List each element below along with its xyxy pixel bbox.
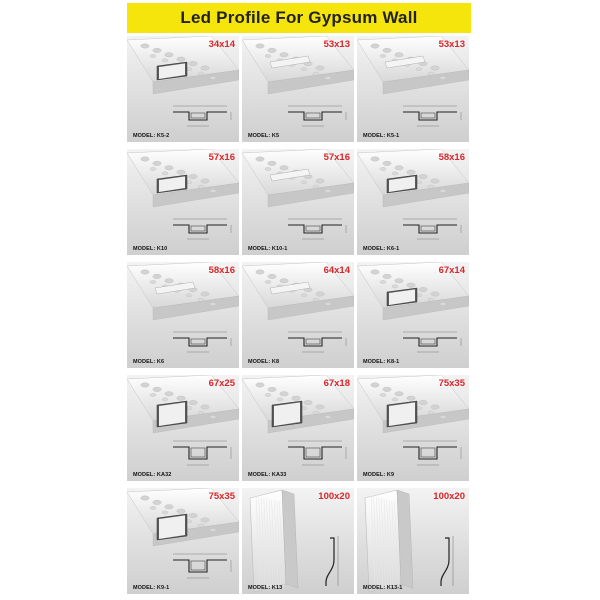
product-size: 75x35 — [208, 491, 235, 502]
perforation-hole — [277, 398, 283, 401]
product-card[interactable] — [242, 375, 354, 481]
perforation-hole — [440, 76, 446, 79]
product-size: 53x13 — [323, 39, 350, 50]
perforation-hole — [177, 509, 185, 513]
perforation-hole — [141, 270, 149, 274]
channel-diffuser — [159, 402, 185, 426]
perforation-hole — [395, 279, 403, 283]
perforation-hole — [256, 270, 264, 274]
perforation-hole — [416, 68, 422, 71]
channel-diffuser — [159, 515, 185, 539]
perforation-hole — [380, 167, 386, 170]
cross-section-inner — [306, 448, 320, 457]
product-model: MODEL: K9-1 — [133, 585, 170, 591]
product-model: MODEL: K5-1 — [363, 133, 400, 139]
product-size: 75x35 — [438, 378, 465, 389]
perforation-hole — [395, 392, 403, 396]
perforation-hole — [280, 392, 288, 396]
perforation-hole — [198, 524, 204, 527]
perforation-hole — [325, 76, 331, 79]
perforation-hole — [280, 53, 288, 57]
extrusion-face — [250, 490, 286, 592]
perforation-hole — [265, 280, 271, 283]
perforation-hole — [428, 298, 434, 301]
perforation-hole — [392, 398, 398, 401]
cross-section-inner — [191, 561, 205, 570]
title-banner — [127, 3, 471, 33]
profile-illustration — [357, 375, 469, 481]
perforation-hole — [380, 393, 386, 396]
product-size: 57x16 — [323, 152, 350, 163]
product-model: MODEL: K10-1 — [248, 246, 288, 252]
cross-section-inner — [191, 339, 205, 344]
perforation-hole — [395, 166, 403, 170]
perforation-hole — [256, 383, 264, 387]
perforation-hole — [407, 396, 415, 400]
perforation-hole — [371, 157, 379, 161]
perforation-hole — [428, 185, 434, 188]
perforation-hole — [150, 280, 156, 283]
perforation-hole — [419, 287, 427, 291]
product-card[interactable] — [127, 36, 239, 142]
perforation-hole — [431, 179, 439, 183]
product-model: MODEL: K13-1 — [363, 585, 403, 591]
perforation-hole — [316, 292, 324, 296]
perforation-hole — [440, 302, 446, 305]
product-size: 67x18 — [323, 378, 350, 389]
perforation-hole — [177, 396, 185, 400]
perforation-hole — [189, 513, 197, 517]
perforation-hole — [189, 400, 197, 404]
perforation-hole — [141, 44, 149, 48]
perforation-hole — [325, 189, 331, 192]
product-size: 53x13 — [438, 39, 465, 50]
perforation-hole — [280, 166, 288, 170]
profile-illustration — [242, 149, 354, 255]
perforation-hole — [165, 392, 173, 396]
perforation-hole — [431, 66, 439, 70]
profile-illustration — [242, 375, 354, 481]
product-size: 58x16 — [208, 265, 235, 276]
product-card[interactable] — [242, 36, 354, 142]
perforation-hole — [313, 72, 319, 75]
perforation-hole — [198, 185, 204, 188]
perforation-hole — [256, 44, 264, 48]
perforation-hole — [186, 294, 192, 297]
perforation-hole — [265, 54, 271, 57]
profile-illustration — [127, 262, 239, 368]
channel-diffuser — [389, 402, 415, 426]
product-model: MODEL: KA33 — [248, 472, 287, 478]
product-model: MODEL: K6 — [133, 359, 165, 365]
cross-section-inner — [421, 339, 435, 344]
perforation-hole — [165, 166, 173, 170]
perforation-hole — [431, 292, 439, 296]
product-size: 100x20 — [433, 491, 465, 502]
perforation-hole — [313, 298, 319, 301]
product-card[interactable] — [127, 375, 239, 481]
perforation-hole — [428, 411, 434, 414]
perforation-hole — [210, 302, 216, 305]
perforation-hole — [198, 411, 204, 414]
product-size: 67x14 — [438, 265, 465, 276]
extrusion-face — [365, 490, 401, 592]
cross-section-inner — [191, 113, 205, 118]
perforation-hole — [407, 170, 415, 174]
perforation-hole — [177, 170, 185, 174]
perforation-hole — [419, 174, 427, 178]
profile-illustration — [242, 36, 354, 142]
product-model: MODEL: K9 — [363, 472, 395, 478]
perforation-hole — [371, 270, 379, 274]
perforation-hole — [313, 411, 319, 414]
perforation-hole — [268, 48, 276, 52]
perforation-hole — [177, 57, 185, 61]
perforation-hole — [165, 505, 173, 509]
perforation-hole — [165, 53, 173, 57]
product-model: MODEL: K13 — [248, 585, 283, 591]
perforation-hole — [141, 496, 149, 500]
product-size: 34x14 — [208, 39, 235, 50]
perforation-hole — [280, 279, 288, 283]
perforation-hole — [383, 161, 391, 165]
perforation-hole — [141, 383, 149, 387]
perforation-hole — [201, 179, 209, 183]
perforation-hole — [162, 398, 168, 401]
perforation-hole — [407, 283, 415, 287]
product-size: 64x14 — [323, 265, 350, 276]
product-card[interactable] — [242, 488, 354, 594]
perforation-hole — [325, 415, 331, 418]
cross-section-inner — [306, 339, 320, 344]
perforation-hole — [371, 44, 379, 48]
cross-section-inner — [421, 113, 435, 118]
profile-illustration — [357, 36, 469, 142]
perforation-hole — [150, 506, 156, 509]
product-model: MODEL: K5-2 — [133, 133, 170, 139]
product-card[interactable] — [127, 149, 239, 255]
product-card[interactable] — [127, 262, 239, 368]
perforation-hole — [304, 400, 312, 404]
perforation-hole — [201, 518, 209, 522]
perforation-hole — [162, 59, 168, 62]
perforation-hole — [210, 76, 216, 79]
profile-illustration — [127, 375, 239, 481]
cross-section — [326, 538, 334, 586]
perforation-hole — [210, 415, 216, 418]
perforation-hole — [380, 280, 386, 283]
perforation-hole — [189, 61, 197, 65]
perforation-hole — [301, 68, 307, 71]
perforation-hole — [265, 167, 271, 170]
perforation-hole — [201, 292, 209, 296]
perforation-hole — [198, 72, 204, 75]
perforation-hole — [153, 500, 161, 504]
profile-illustration — [357, 488, 469, 594]
perforation-hole — [153, 48, 161, 52]
perforation-hole — [256, 157, 264, 161]
profile-illustration — [127, 149, 239, 255]
perforation-hole — [162, 172, 168, 175]
product-model: MODEL: K5 — [248, 133, 280, 139]
perforation-hole — [301, 181, 307, 184]
product-card[interactable] — [357, 262, 469, 368]
product-size: 58x16 — [438, 152, 465, 163]
product-card[interactable] — [357, 375, 469, 481]
perforation-hole — [440, 415, 446, 418]
profile-illustration — [127, 36, 239, 142]
product-card[interactable] — [242, 262, 354, 368]
perforation-hole — [431, 405, 439, 409]
perforation-hole — [292, 396, 300, 400]
perforation-hole — [316, 405, 324, 409]
perforation-hole — [265, 393, 271, 396]
perforation-hole — [162, 511, 168, 514]
perforation-hole — [198, 298, 204, 301]
profile-illustration — [242, 488, 354, 594]
product-card[interactable] — [357, 488, 469, 594]
product-card[interactable] — [357, 149, 469, 255]
product-model: MODEL: KA32 — [133, 472, 172, 478]
perforation-hole — [383, 48, 391, 52]
product-size: 57x16 — [208, 152, 235, 163]
product-model: MODEL: K10 — [133, 246, 168, 252]
cross-section-inner — [191, 448, 205, 457]
profile-illustration — [357, 149, 469, 255]
perforation-hole — [316, 179, 324, 183]
product-model: MODEL: K8-1 — [363, 359, 400, 365]
product-model: MODEL: K8 — [248, 359, 280, 365]
perforation-hole — [428, 72, 434, 75]
page-title: Led Profile For Gypsum Wall — [180, 8, 418, 27]
perforation-hole — [371, 383, 379, 387]
channel-diffuser — [274, 402, 300, 426]
cross-section-inner — [306, 113, 320, 118]
perforation-hole — [141, 157, 149, 161]
perforation-hole — [383, 274, 391, 278]
perforation-hole — [150, 393, 156, 396]
perforation-hole — [392, 285, 398, 288]
profile-illustration — [127, 488, 239, 594]
product-size: 100x20 — [318, 491, 350, 502]
perforation-hole — [268, 274, 276, 278]
perforation-hole — [210, 189, 216, 192]
cross-section-inner — [306, 226, 320, 231]
perforation-hole — [301, 294, 307, 297]
product-card[interactable] — [127, 488, 239, 594]
perforation-hole — [150, 54, 156, 57]
perforation-hole — [189, 174, 197, 178]
perforation-hole — [383, 387, 391, 391]
product-card[interactable] — [357, 36, 469, 142]
perforation-hole — [325, 302, 331, 305]
perforation-hole — [150, 167, 156, 170]
perforation-hole — [419, 400, 427, 404]
cross-section-inner — [191, 226, 205, 231]
product-card[interactable] — [242, 149, 354, 255]
cross-section-inner — [421, 226, 435, 231]
perforation-hole — [201, 66, 209, 70]
perforation-hole — [313, 185, 319, 188]
perforation-hole — [210, 528, 216, 531]
perforation-hole — [440, 189, 446, 192]
perforation-hole — [268, 161, 276, 165]
product-size: 67x25 — [208, 378, 235, 389]
cross-section — [441, 538, 449, 586]
profile-illustration — [242, 262, 354, 368]
product-model: MODEL: K6-1 — [363, 246, 400, 252]
perforation-hole — [380, 54, 386, 57]
perforation-hole — [153, 161, 161, 165]
profile-illustration — [357, 262, 469, 368]
perforation-hole — [165, 279, 173, 283]
perforation-hole — [201, 405, 209, 409]
perforation-hole — [153, 274, 161, 278]
perforation-hole — [268, 387, 276, 391]
perforation-hole — [316, 66, 324, 70]
perforation-hole — [153, 387, 161, 391]
perforation-hole — [392, 172, 398, 175]
perforation-hole — [395, 53, 403, 57]
cross-section-inner — [421, 448, 435, 457]
